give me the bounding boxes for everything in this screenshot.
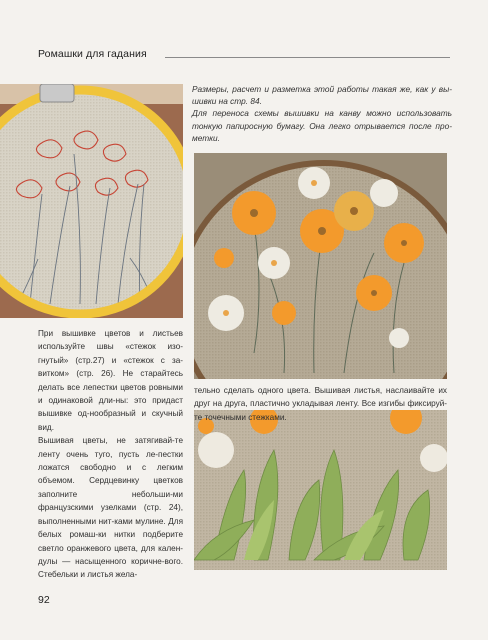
hoop-sketch-photo (0, 84, 183, 318)
ribbon-flowers-photo (194, 153, 447, 379)
header-divider (165, 57, 450, 58)
body-left-column (38, 327, 183, 582)
body-paragraph: Вышивая цветы, не затягивай-те ленту очень туго, пусть ле-пестки ложатся свободно и с легким объемом. Сердцевинку цветков заполните небольши-ми французскими узелками (стр. 24), выполненными нит-ками мулине. Для белых ромаш-ки нитки подберите светло оранжевого цвета, для кален-дулы — насыщенного коричне-вого. Стебельки и листья жела- (38, 436, 183, 580)
chapter-title: Ромашки для гадания (38, 48, 147, 60)
ribbon-leaves-photo (194, 410, 447, 570)
body-right-column: тельно сделать одного цвета. Вышивая листья, наслаивайте их друг на друга, пластично укладывая ленту. Все изгибы фиксируй-те точечными стежками. (194, 386, 447, 422)
intro-paragraph: Размеры, расчет и разметка этой работы такая же, как у вы-шивки на стр. 84. (192, 84, 452, 107)
intro-paragraph: Для переноса схемы вышивки на канву можно использовать тонкую папиросную бумагу. Она легко отрывается после про-метки. (192, 108, 452, 143)
intro-notes (192, 83, 452, 144)
body-paragraph: При вышивке цветов и листьев используйте швы «стежок изо-гнутый» (стр.27) и «стежок с за-витком» (стр. 26). Не старайтесь делать все лепестки цветов ровными и одинаковой дли-ны: это придаст вышивке од-нообразный и скучный вид. (38, 329, 183, 432)
page-number: 92 (38, 594, 50, 606)
